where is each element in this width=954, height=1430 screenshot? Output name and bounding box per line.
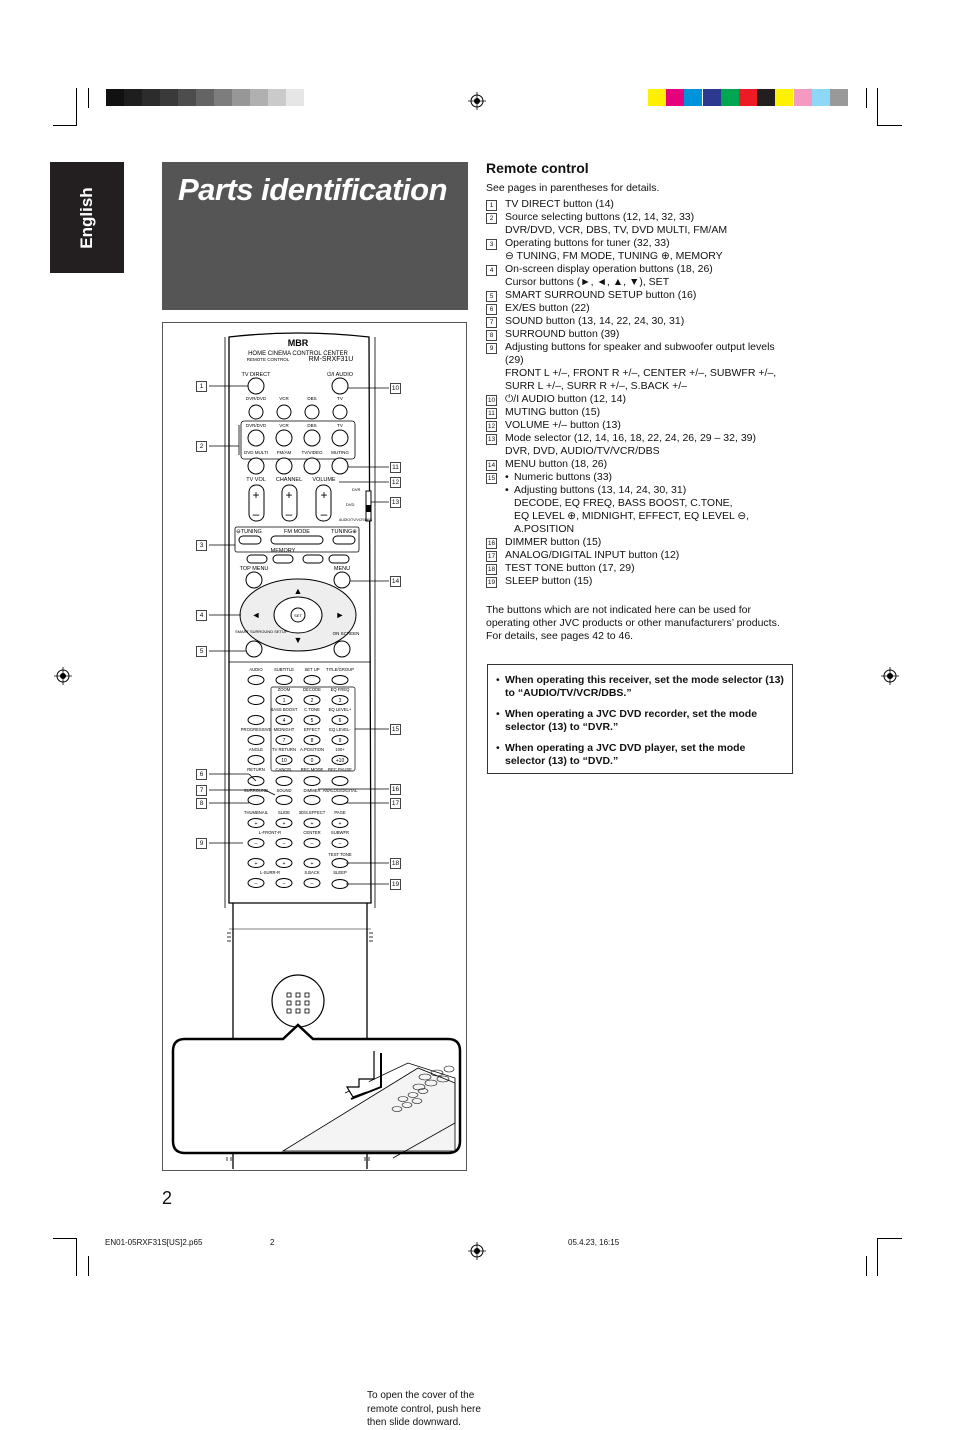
remote-key-label: 0 [310, 757, 314, 764]
color-swatch [775, 89, 793, 106]
part-number: 14 [487, 462, 496, 469]
part-number: 18 [487, 566, 496, 573]
part-number: 4 [486, 265, 497, 276]
remote-line2: REMOTE CONTROL [246, 357, 290, 362]
part-item [486, 393, 796, 406]
remote-oval-button[interactable] [248, 796, 264, 805]
remote-key-label: 3 [338, 697, 342, 704]
label-tuning-plus: TUNING⊕ [331, 529, 357, 535]
mode-note: • When operating this receiver, set the mode selector (13) to “AUDIO/TV/VCR/DBS.” [496, 674, 784, 700]
on-screen-button[interactable] [334, 641, 350, 657]
footer-file: EN01-05RXF31S[US]2.p65 [105, 1238, 203, 1247]
selector-audio: AUDIO/TV/VCR/DBS [339, 518, 373, 522]
remote-round-button[interactable] [305, 405, 319, 419]
remote-oval-button[interactable] [304, 676, 320, 685]
label-set: SET [294, 613, 302, 618]
parts-list [486, 198, 796, 588]
mode-note: • When operating a JVC DVD player, set the mode selector (13) to “DVD.” [496, 742, 784, 768]
gray-swatch [160, 89, 178, 106]
label-volume: VOLUME [312, 477, 336, 483]
remote-key-label: 8 [310, 737, 314, 744]
remote-key-label: EQ FREQ [330, 687, 350, 692]
gray-swatch [250, 89, 268, 106]
remote-key-label: ZOOM [277, 687, 291, 692]
part-number: 17 [487, 553, 496, 560]
part-line: SURR L +/–, SURR R +/–, S.BACK +/– [505, 380, 687, 392]
remote-key-label: SUBTITLE [273, 667, 295, 672]
remote-illustration [163, 323, 468, 1172]
color-swatch [703, 89, 721, 106]
part-line: MENU button (18, 26) [505, 458, 608, 470]
remote-key-label: DVR/DVD [245, 396, 267, 401]
part-line: SMART SURROUND SETUP button (16) [505, 289, 697, 301]
remote-key-label: MUTING [331, 450, 349, 455]
remote-oval-button[interactable] [248, 716, 264, 725]
remote-key-label: – [282, 840, 286, 847]
remote-key-label: DECODE [303, 687, 321, 692]
remote-key-label: C.TONE [304, 707, 320, 712]
part-number: 10 [487, 397, 496, 404]
part-item [486, 263, 796, 289]
part-number: 15 [487, 475, 496, 482]
svg-text:+: + [320, 488, 328, 502]
remote-key-label: EFFECT [303, 727, 321, 732]
cursor-down-icon[interactable]: ▼ [293, 635, 303, 645]
part-item [486, 562, 796, 575]
remote-key-label: – [282, 880, 286, 887]
gray-swatch [196, 89, 214, 106]
remote-key-label: DVD MULTI [244, 450, 268, 455]
remote-key-label: REC PAUSE [328, 767, 352, 772]
registration-mark-icon [54, 667, 72, 685]
callout-number: 5 [196, 646, 207, 657]
callout-number: 4 [196, 610, 207, 621]
remote-oval-button[interactable] [248, 756, 264, 765]
remote-oval-button[interactable] [332, 777, 348, 786]
part-line: ⊖ TUNING, FM MODE, TUNING ⊕, MEMORY [505, 250, 723, 262]
remote-key-label: A.POSITION [300, 747, 324, 752]
label-memory: MEMORY [270, 548, 296, 554]
remote-key-label: VCR [279, 423, 289, 428]
section-title: Remote control [486, 160, 589, 176]
part-item [486, 536, 796, 549]
remote-round-button[interactable] [249, 405, 263, 419]
remote-round-button[interactable] [276, 430, 292, 446]
remote-key-label: 1 [282, 697, 286, 704]
remote-key-label: + [254, 820, 258, 827]
part-item [486, 341, 796, 393]
remote-key-label: EQ LEVEL- [329, 727, 351, 732]
callout-number: 6 [196, 769, 207, 780]
part-number: 13 [487, 436, 496, 443]
gray-swatch [232, 89, 250, 106]
top-menu-button[interactable] [246, 572, 262, 588]
part-item [486, 419, 796, 432]
label-menu: MENU [333, 566, 351, 572]
part-subitem: • Adjusting buttons (13, 14, 24, 30, 31) [505, 484, 796, 497]
part-number: 2 [486, 213, 497, 224]
part-item [486, 549, 796, 562]
selector-dvr: DVR [352, 487, 361, 492]
part-item [486, 211, 796, 237]
remote-key-label: EQ LEVEL+ [328, 707, 352, 712]
gray-swatch [214, 89, 232, 106]
remote-round-button[interactable] [333, 405, 347, 419]
remote-key-label: + [310, 860, 314, 867]
part-line: Cursor buttons (►, ◄, ▲, ▼), SET [505, 276, 670, 288]
part-line: TV DIRECT button (14) [505, 198, 614, 210]
remote-key-label: +10 [335, 757, 345, 764]
remote-round-button[interactable] [304, 458, 320, 474]
callout-number: 14 [391, 578, 400, 585]
label-on-screen: ON SCREEN [332, 631, 360, 636]
callout-number: 19 [391, 881, 400, 888]
tv-direct-button[interactable] [248, 378, 264, 394]
callout-number: 12 [391, 479, 400, 486]
cursor-right-icon[interactable]: ► [335, 610, 345, 620]
remote-key-label: DIMMER [303, 788, 321, 793]
remote-oval-button[interactable] [332, 796, 348, 805]
remote-key-label: TV [337, 396, 343, 401]
remote-key-label: TITLE/GROUP [326, 667, 354, 672]
audio-power-button[interactable] [332, 378, 348, 394]
remote-key-label: SET UP [304, 667, 320, 672]
label-tv-vol: TV VOL [246, 477, 266, 483]
remote-key-label: 5 [310, 717, 314, 724]
callout-number: 1 [196, 381, 207, 392]
part-number: 1 [486, 200, 497, 211]
remote-key-label: 9 [338, 737, 342, 744]
part-line: ⏻/I AUDIO button (12, 14) [505, 393, 626, 405]
remote-key-label: 6 [338, 717, 342, 724]
note-text: The buttons which are not indicated here can be used for operating other JVC products or other manufacturers’ products. For details, see pages 42 to 46. [486, 604, 780, 642]
color-swatch [666, 89, 684, 106]
registration-mark-icon [881, 667, 899, 685]
remote-oval-button[interactable] [276, 676, 292, 685]
part-line: Adjusting buttons for speaker and subwoofer output levels (29) [505, 341, 775, 366]
part-line: On-screen display operation buttons (18, 26) [505, 263, 713, 275]
gray-swatch [178, 89, 196, 106]
part-number: 8 [486, 330, 497, 341]
part-line: TEST TONE button (17, 29) [505, 562, 635, 574]
remote-key-label: REC MODE [300, 767, 324, 772]
part-item [486, 432, 796, 458]
language-tab [50, 162, 124, 273]
footer-date: 05.4.23, 16:15 [568, 1238, 620, 1247]
part-line: SURROUND button (39) [505, 328, 620, 340]
callout-number: 10 [391, 385, 400, 392]
label-audio: ⏻/I AUDIO [326, 372, 354, 378]
remote-key-label: + [282, 860, 286, 867]
part-subitem-line: EQ LEVEL ⊕, MIDNIGHT, EFFECT, EQ LEVEL ⊖, [514, 510, 750, 522]
remote-key-label: – [254, 840, 258, 847]
tuning-plus-button[interactable] [333, 536, 355, 544]
remote-key-label: DBS [307, 396, 317, 401]
remote-key-label: + [282, 820, 286, 827]
part-item [486, 198, 796, 211]
remote-model: RM-SRXF31U [308, 356, 354, 363]
remote-key-label: SUBWFR [330, 830, 350, 835]
remote-key-label: 100+ [335, 747, 345, 752]
language-label: English [77, 186, 96, 249]
remote-line1: HOME CINEMA CONTROL CENTER [248, 351, 348, 357]
part-item [486, 406, 796, 419]
part-item [486, 315, 796, 328]
remote-key-label: BASS BOOST [270, 707, 298, 712]
remote-oval-button[interactable] [304, 777, 320, 786]
part-number: 19 [487, 579, 496, 586]
remote-key-label: – [310, 840, 314, 847]
part-item [486, 471, 796, 536]
fm-mode-button[interactable] [271, 536, 323, 544]
remote-key-label: ANGLE [248, 747, 264, 752]
label-tv-direct: TV DIRECT [241, 372, 271, 378]
callout-number: 17 [391, 800, 400, 807]
color-swatch [721, 89, 739, 106]
remote-oval-button[interactable] [332, 859, 348, 868]
color-swatch [739, 89, 757, 106]
part-line: DIMMER button (15) [505, 536, 602, 548]
part-line: DVR, DVD, AUDIO/TV/VCR/DBS [505, 445, 660, 457]
part-line: FRONT L +/–, FRONT R +/–, CENTER +/–, SUBWFR +/–, [505, 367, 777, 379]
svg-text:–: – [252, 507, 260, 521]
part-number: 16 [487, 540, 496, 547]
callout-number: 2 [196, 441, 207, 452]
part-item [486, 458, 796, 471]
part-line: Source selecting buttons (12, 14, 32, 33) [505, 211, 695, 223]
title-block [162, 162, 468, 310]
remote-key-label: 10 [281, 757, 287, 764]
remote-oval-button[interactable] [276, 796, 292, 805]
part-line: DVR/DVD, VCR, DBS, TV, DVD MULTI, FM/AM [505, 224, 728, 236]
remote-round-button[interactable] [276, 458, 292, 474]
part-line: Mode selector (12, 14, 16, 18, 22, 24, 26, 29 – 32, 39) [505, 432, 757, 444]
registration-mark-icon [468, 92, 486, 110]
remote-key-label: 2 [310, 697, 314, 704]
gray-swatch [106, 89, 124, 106]
callout-number: 9 [196, 838, 207, 849]
remote-oval-button[interactable] [276, 777, 292, 786]
remote-key-label: VCR [279, 396, 289, 401]
callout-number: 13 [391, 499, 400, 506]
part-item [486, 302, 796, 315]
remote-key-label: SLIDE [277, 810, 291, 815]
remote-key-label: PROGRESSIVE [240, 727, 272, 732]
part-item [486, 575, 796, 588]
footer-page: 2 [270, 1238, 275, 1247]
label-smart: SMART SURROUND SETUP [235, 629, 288, 634]
color-swatch [794, 89, 812, 106]
remote-key-label: FM/AM [276, 450, 292, 455]
part-number: 9 [486, 343, 497, 354]
remote-key-label: THUMBNAIL [243, 810, 269, 815]
remote-key-label: + [310, 820, 314, 827]
callout-number: 16 [391, 786, 400, 793]
gray-swatch [286, 89, 304, 106]
callout-number: 7 [196, 785, 207, 796]
remote-key-label: AUDIO [249, 667, 263, 672]
remote-key-label: TV/VIDEO [301, 450, 323, 455]
remote-oval-button[interactable] [248, 676, 264, 685]
remote-key-label: CENTER [303, 830, 321, 835]
remote-key-label: MIDNIGHT [273, 727, 295, 732]
remote-key-label: CANCEL [275, 767, 293, 772]
part-number: 6 [486, 304, 497, 315]
remote-key-label: SOUND [276, 788, 292, 793]
remote-key-label: 3D/S.EFFECT [298, 810, 326, 815]
remote-oval-button[interactable] [332, 676, 348, 685]
label-top-menu: TOP MENU [239, 566, 269, 572]
label-fm-mode: FM MODE [284, 529, 310, 535]
callout-number: 8 [196, 798, 207, 809]
remote-round-button[interactable] [248, 458, 264, 474]
remote-key-label: – [338, 840, 342, 847]
remote-round-button[interactable] [332, 458, 348, 474]
tuning-minus-button[interactable] [239, 536, 261, 544]
remote-key-label: ANALOG/DIGITAL [322, 788, 358, 793]
part-line: VOLUME +/– button (13) [505, 419, 621, 431]
menu-button[interactable] [334, 572, 350, 588]
remote-round-button[interactable] [304, 430, 320, 446]
color-swatch [684, 89, 702, 106]
mode-selector-notes [487, 664, 793, 774]
remote-key-label: L-SURR-R [259, 870, 281, 875]
part-item [486, 328, 796, 341]
label-tuning-minus: ⊖TUNING [236, 529, 262, 535]
part-line: EX/ES button (22) [505, 302, 590, 314]
part-subitem-line: A.POSITION [514, 523, 575, 535]
svg-text:–: – [285, 507, 293, 521]
part-line: Operating buttons for tuner (32, 33) [505, 237, 670, 249]
color-swatch [648, 89, 666, 106]
svg-text:+: + [252, 488, 260, 502]
page-title: Parts identification [178, 172, 448, 207]
remote-oval-button[interactable] [248, 736, 264, 745]
remote-figure [162, 322, 481, 1428]
remote-key-label: RETURN [247, 767, 265, 772]
remote-round-button[interactable] [277, 405, 291, 419]
part-number: 7 [486, 317, 497, 328]
remote-key-label: TEST TONE [328, 852, 352, 857]
remote-oval-button[interactable] [332, 880, 348, 889]
registration-mark-icon [468, 1242, 486, 1260]
part-subitem-line: DECODE, EQ FREQ, BASS BOOST, C.TONE, [514, 497, 733, 509]
label-channel: CHANNEL [275, 477, 303, 483]
remote-key-label: SURROUND [243, 788, 269, 793]
intro-text: See pages in parentheses for details. [486, 182, 660, 194]
remote-key-label: SLEEP [333, 870, 347, 875]
part-line: ANALOG/DIGITAL INPUT button (12) [505, 549, 680, 561]
remote-key-label: – [254, 880, 258, 887]
part-number: 5 [486, 291, 497, 302]
callout-number: 18 [391, 860, 400, 867]
color-swatch [757, 89, 775, 106]
gray-swatch [124, 89, 142, 106]
cursor-up-icon[interactable]: ▲ [293, 586, 303, 596]
callout-number: 15 [391, 726, 400, 733]
part-item [486, 289, 796, 302]
remote-key-label: TV [337, 423, 343, 428]
remote-key-label: L-FRONT-R [258, 830, 282, 835]
gray-swatch [268, 89, 286, 106]
part-line: MUTING button (15) [505, 406, 601, 418]
part-number: 12 [487, 423, 496, 430]
callout-number: 11 [390, 462, 401, 473]
remote-key-label: 4 [282, 717, 286, 724]
part-number: 3 [486, 239, 497, 250]
smart-surround-button[interactable] [246, 641, 262, 657]
remote-key-label: – [310, 880, 314, 887]
svg-text:–: – [320, 507, 328, 521]
part-line: SLEEP button (15) [505, 575, 593, 587]
part-item [486, 237, 796, 263]
part-subitem: • Numeric buttons (33) [505, 471, 796, 484]
cover-caption: To open the cover of the remote control, push here then slide downward. [367, 1390, 481, 1428]
remote-key-label: TV RETURN [272, 747, 296, 752]
svg-text:+: + [285, 488, 293, 502]
color-swatch [830, 89, 848, 106]
remote-key-label: + [338, 820, 342, 827]
color-swatch [812, 89, 830, 106]
remote-round-button[interactable] [248, 430, 264, 446]
remote-round-button[interactable] [332, 430, 348, 446]
gray-swatch [142, 89, 160, 106]
page-number: 2 [162, 1188, 173, 1208]
mode-note: • When operating a JVC DVD recorder, set the mode selector (13) to “DVR.” [496, 708, 784, 734]
remote-brand: MBR [287, 338, 309, 348]
callout-number: 3 [196, 540, 207, 551]
cursor-left-icon[interactable]: ◄ [251, 610, 261, 620]
part-line: SOUND button (13, 14, 22, 24, 30, 31) [505, 315, 685, 327]
remote-key-label: DBS [307, 423, 317, 428]
memory-button[interactable] [273, 555, 293, 563]
remote-key-label: DVR/DVD [245, 423, 267, 428]
remote-key-label: 7 [282, 737, 286, 744]
remote-oval-button[interactable] [304, 796, 320, 805]
remote-oval-button[interactable] [248, 696, 264, 705]
remote-key-label: S.BACK [304, 870, 320, 875]
selector-dvd: DVD [346, 502, 355, 507]
remote-key-label: PAGE [334, 810, 346, 815]
remote-key-label: + [254, 860, 258, 867]
part-number: 11 [486, 408, 497, 419]
